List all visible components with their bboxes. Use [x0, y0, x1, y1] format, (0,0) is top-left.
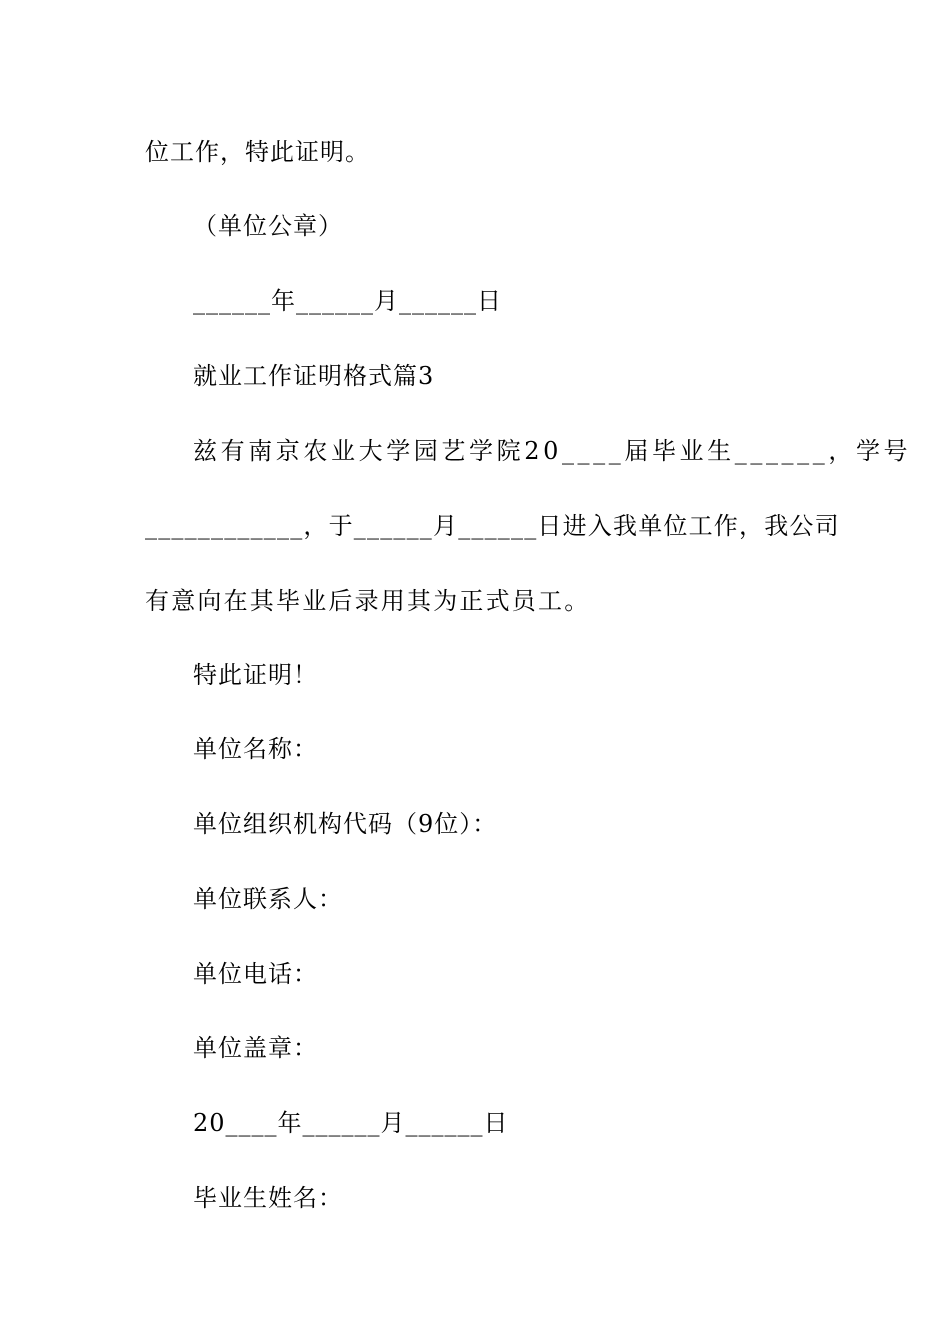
phone-field: 单位电话：: [193, 960, 318, 988]
section-heading: 就业工作证明格式篇3: [193, 362, 435, 390]
body-text-continuation: 位工作，特此证明。: [145, 138, 370, 166]
seal-field: 单位盖章：: [193, 1034, 318, 1062]
graduate-name-field: 毕业生姓名：: [193, 1184, 343, 1212]
paragraph-line: 兹有南京农业大学园艺学院20____届毕业生______，学号: [193, 437, 912, 465]
org-code-field: 单位组织机构代码（9位）：: [193, 810, 498, 838]
unit-seal-label: （单位公章）: [193, 212, 343, 240]
paragraph-line: 有意向在其毕业后录用其为正式员工。: [145, 587, 591, 615]
date-blank-line: ______年______月______日: [193, 287, 502, 315]
paragraph-line: ____________，于______月______日进入我单位工作，我公司: [145, 512, 840, 540]
contact-person-field: 单位联系人：: [193, 885, 343, 913]
certify-statement: 特此证明！: [193, 661, 318, 689]
unit-name-field: 单位名称：: [193, 735, 318, 763]
date-field: 20____年______月______日: [193, 1109, 509, 1137]
